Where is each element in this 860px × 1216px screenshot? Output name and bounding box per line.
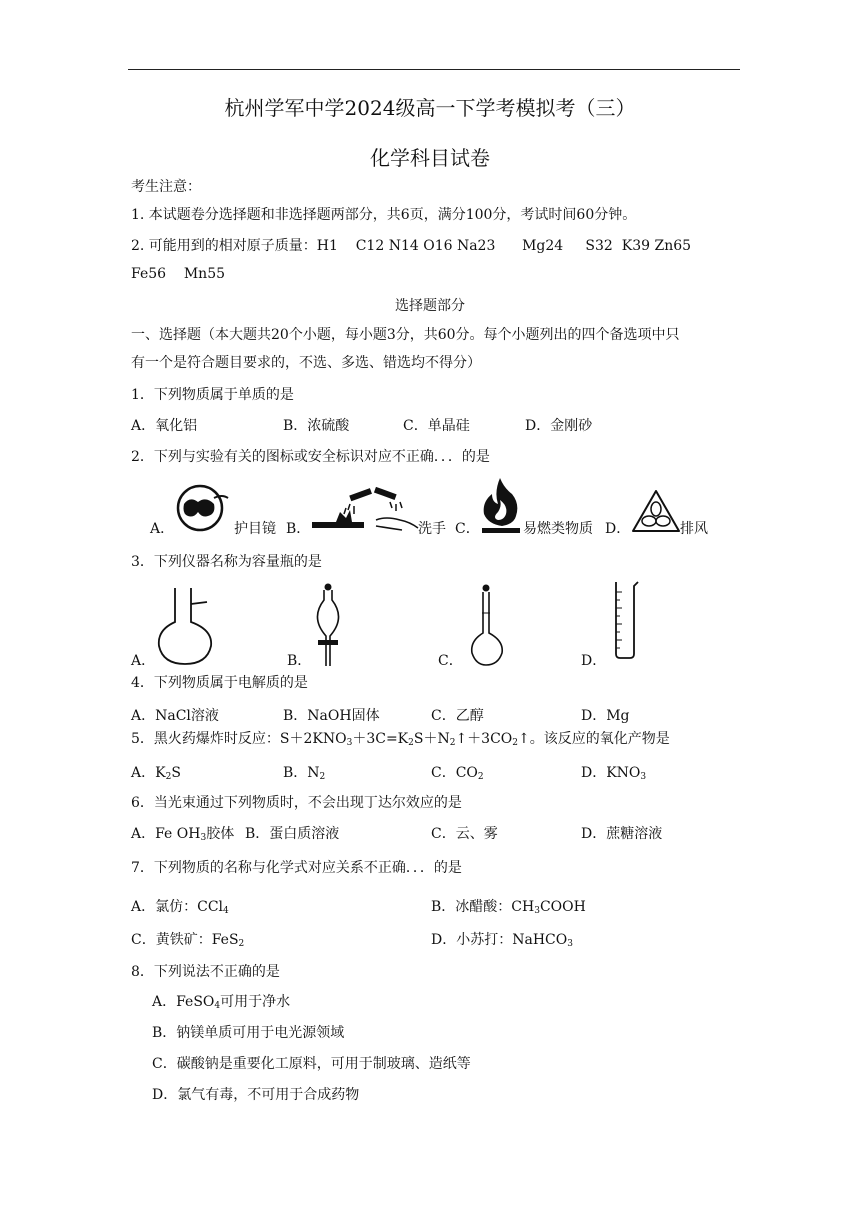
q8-option-a: A．FeSO$_4$可用于净水	[152, 994, 291, 1011]
q4-option-b: B．NaOH固体	[283, 708, 380, 724]
section-instruction-1: 一、选择题（本大题共20个小题，每小题3分，共60分。每个小题列出的四个备选项中只	[131, 327, 680, 343]
q7-option-c: C．黄铁矿：FeS$_2$	[131, 932, 245, 949]
q2-option-b-letter: B．	[286, 521, 311, 537]
q7-option-a: A．氯仿：CCl$_4$	[131, 899, 229, 916]
top-rule	[128, 69, 740, 70]
q1-option-c: C．单晶硅	[403, 418, 470, 434]
q3-option-c: C．	[438, 653, 463, 669]
flammable-icon	[480, 476, 522, 534]
q2-option-b-label: 洗手	[418, 521, 446, 537]
section-instruction-2: 有一个是符合题目要求的，不选、多选、错选均不得分）	[131, 355, 481, 371]
q7-stem: 7．下列物质的名称与化学式对应关系不正确．．．的是	[131, 860, 462, 876]
volumetric-flask-icon	[468, 583, 518, 667]
q6-option-d: D．蔗糖溶液	[581, 826, 663, 842]
goggles-icon	[176, 484, 230, 532]
q4-stem: 4．下列物质属于电解质的是	[131, 675, 308, 691]
q4-option-c: C．乙醇	[431, 708, 484, 724]
q4-option-a: A．NaCl溶液	[131, 708, 219, 724]
q6-option-a: A．Fe $OH_3$胶体	[131, 826, 235, 843]
q8-stem: 8．下列说法不正确的是	[131, 964, 280, 980]
wash-hands-icon	[310, 486, 420, 534]
notes-line-1: 1. 本试题卷分选择题和非选择题两部分，共6页，满分100分，考试时间60分钟。	[131, 207, 637, 223]
exam-title: 杭州学军中学2024级高一下学考模拟考（三）	[224, 96, 636, 120]
q1-option-a: A．氧化铝	[131, 418, 198, 434]
ventilation-icon	[631, 489, 681, 533]
q5-option-c: C．$CO_2$	[431, 765, 484, 782]
q3-option-d: D．	[581, 653, 607, 669]
notes-line-2: 2. 可能用到的相对原子质量：H1 C12 N14 O16 Na23 Mg24 S32 K39 Zn65	[131, 238, 692, 254]
q1-option-d: D．金刚砂	[525, 418, 593, 434]
q7-option-d: D．小苏打：NaHCO$_3$	[431, 932, 573, 949]
q2-stem: 2．下列与实验有关的图标或安全标识对应不正确．．．的是	[131, 449, 490, 465]
q8-option-c: C．碳酸钠是重要化工原料，可用于制玻璃、造纸等	[152, 1056, 471, 1072]
q6-stem: 6．当光束通过下列物质时，不会出现丁达尔效应的是	[131, 795, 462, 811]
exam-subtitle: 化学科目试卷	[370, 146, 490, 170]
distilling-flask-icon	[155, 586, 215, 666]
q5-option-d: D．$KNO_3$	[581, 765, 647, 782]
q2-option-d-label: 排风	[680, 521, 708, 537]
q5-option-b: B．$N_2$	[283, 765, 326, 782]
q2-option-c-letter: C．	[455, 521, 480, 537]
q3-option-a: A．	[131, 653, 156, 669]
q2-option-a-letter: A．	[150, 521, 175, 537]
q2-option-a-label: 护目镜	[234, 521, 276, 537]
graduated-cylinder-icon	[608, 580, 642, 660]
q6-option-c: C．云、雾	[431, 826, 498, 842]
separatory-funnel-icon	[308, 582, 348, 668]
q8-option-b: B．钠镁单质可用于电光源领域	[152, 1025, 345, 1041]
q7-option-b: B．冰醋酸：$CH_3COOH$	[431, 899, 586, 916]
q5-option-a: A．$K_2S$	[131, 765, 181, 782]
q1-stem: 1．下列物质属于单质的是	[131, 387, 294, 403]
q2-option-c-label: 易燃类物质	[523, 521, 593, 537]
q1-option-b: B．浓硫酸	[283, 418, 350, 434]
q3-option-b: B．	[287, 653, 312, 669]
q2-option-d-letter: D．	[605, 521, 631, 537]
q5-stem: 5．黑火药爆炸时反应：$S+2KNO_3+3C=K_2S+N_2↑+3CO_2↑$。该反应的氧化产物是	[131, 731, 670, 748]
notes-heading: 考生注意：	[131, 179, 201, 195]
section-title: 选择题部分	[395, 298, 465, 314]
q8-option-d: D．氯气有毒，不可用于合成药物	[152, 1087, 360, 1103]
q4-option-d: D．Mg	[581, 708, 630, 724]
q3-stem: 3．下列仪器名称为容量瓶的是	[131, 554, 322, 570]
q6-option-b: B．蛋白质溶液	[245, 826, 340, 842]
notes-line-3: Fe56 Mn55	[131, 266, 226, 282]
